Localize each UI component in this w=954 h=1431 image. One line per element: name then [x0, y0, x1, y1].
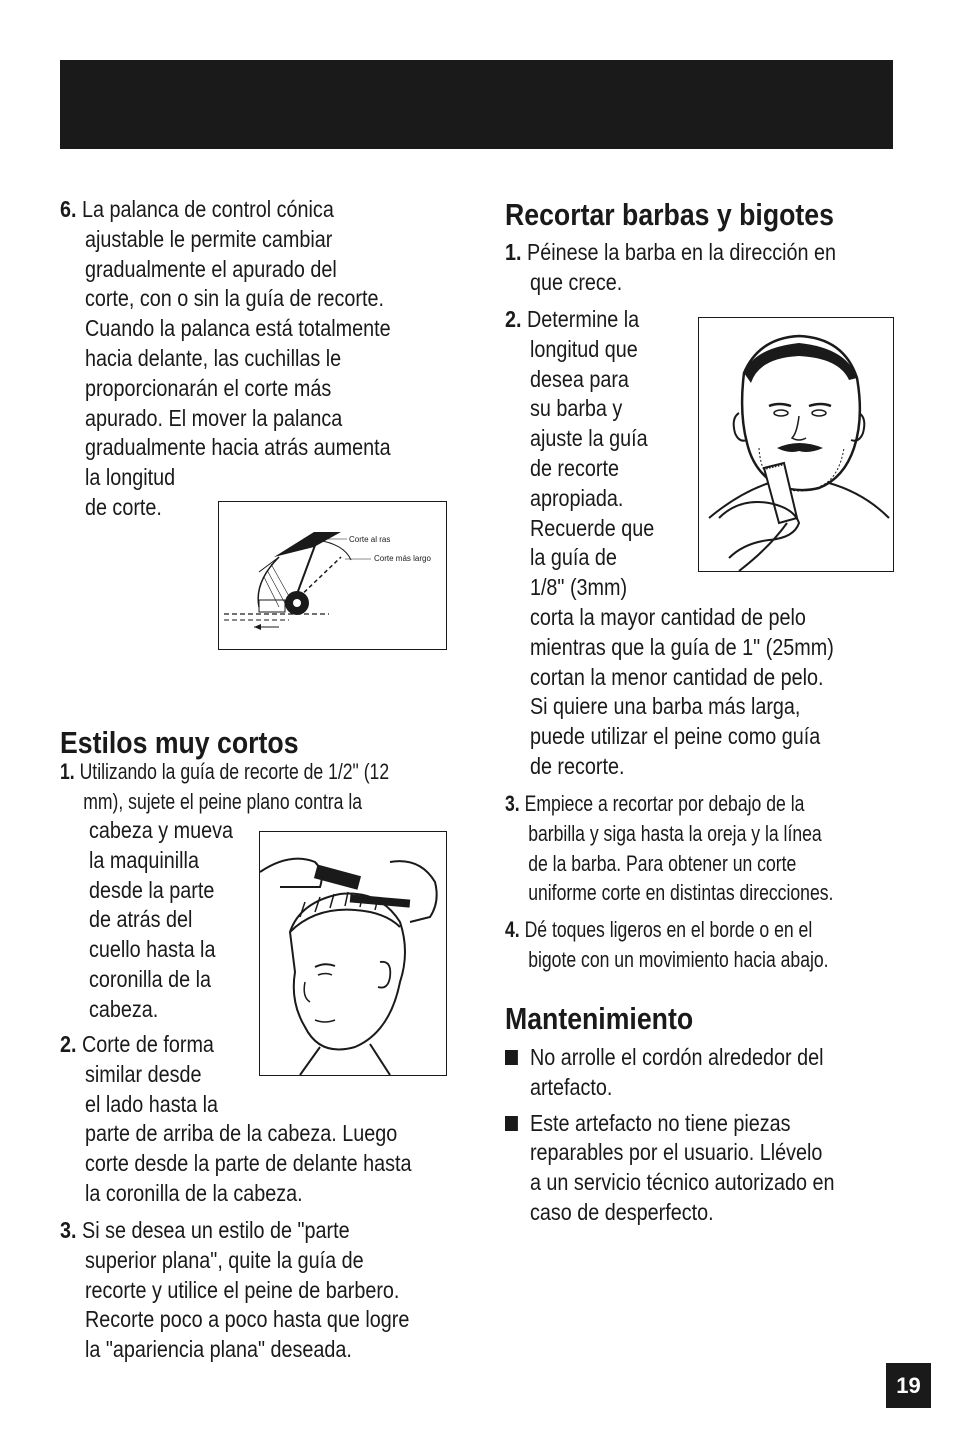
line: de corte. — [84, 493, 162, 520]
line: la maquinilla — [89, 846, 199, 873]
line: apurado. El mover la palanca — [84, 404, 343, 431]
line: a un servicio técnico autorizado en — [529, 1169, 835, 1196]
step-number: 1. — [505, 239, 522, 265]
line: corte desde la parte de delante hasta — [84, 1150, 412, 1177]
line: Dé toques ligeros en el borde o en el — [524, 917, 813, 942]
line: cortan la menor cantidad de pelo. — [529, 663, 824, 690]
line: caso de desperfecto. — [529, 1198, 714, 1225]
line: barbilla y siga hasta la oreja y la línea — [528, 820, 822, 846]
line: ajuste la guía — [529, 425, 648, 452]
arc-path — [317, 540, 351, 560]
short-step-1 — [60, 757, 452, 817]
eyebrows — [769, 404, 831, 406]
line: de la barba. Para obtener un corte — [528, 850, 797, 876]
right-eye — [812, 410, 826, 416]
beard-step-1 — [505, 238, 894, 298]
line: bigote con un movimiento hacia abajo. — [528, 946, 829, 972]
lever-diagram-svg — [219, 502, 446, 649]
maintenance-list — [505, 1043, 894, 1234]
left-hand — [260, 859, 322, 887]
beard-trim-illustration — [698, 317, 894, 572]
line: puede utilizar el peine como guía — [529, 723, 821, 750]
line: Corte de forma — [81, 1031, 214, 1057]
line: su barba y — [529, 395, 623, 422]
maintenance-bullet — [505, 1109, 894, 1228]
line: similar desde — [84, 1060, 202, 1087]
line: corta la mayor cantidad de pelo — [529, 603, 806, 630]
line: de atrás del — [89, 906, 193, 933]
header-bar — [60, 60, 893, 149]
lever-close-shape — [274, 532, 341, 557]
step-6-number: 6. — [60, 196, 77, 222]
line: Cuando la palanca está totalmente — [84, 315, 391, 342]
step-number: 2. — [60, 1031, 77, 1057]
blade-block — [259, 600, 285, 612]
heading-maintenance: Mantenimiento — [505, 1001, 694, 1036]
step-6 — [60, 195, 451, 523]
left-eye — [774, 410, 788, 416]
line: Péinese la barba en la dirección en — [526, 239, 836, 265]
line: Si se desea un estilo de "parte — [81, 1217, 350, 1243]
line: ajustable le permite cambiar — [84, 225, 333, 252]
mouth — [315, 1020, 335, 1022]
arrow-head — [254, 624, 261, 630]
line: coronilla de la — [89, 965, 212, 992]
line: proporcionarán el corte más — [84, 374, 332, 401]
line: mientras que la guía de 1" (25mm) — [529, 633, 834, 660]
line: uniforme corte en distintas direcciones. — [528, 880, 834, 906]
haircut-illustration — [259, 831, 447, 1076]
line: desea para — [529, 365, 629, 392]
line: la guía de — [529, 544, 617, 571]
line: Este artefacto no tiene piezas — [529, 1109, 791, 1136]
line: mm), sujete el peine plano contra la — [83, 788, 363, 814]
line: la longitud — [84, 464, 176, 491]
line: de recorte. — [529, 752, 625, 779]
line: No arrolle el cordón alrededor del — [529, 1044, 824, 1070]
line: recorte y utilice el peine de barbero. — [84, 1276, 400, 1303]
step-number: 4. — [505, 917, 520, 942]
lever-diagram — [218, 501, 447, 650]
line: que crece. — [529, 268, 623, 295]
bullet-square-icon — [505, 1116, 518, 1131]
label-long-cut: Corte más largo — [374, 554, 431, 563]
nose — [792, 416, 806, 440]
line: Utilizando la guía de recorte de 1/2" (12 — [79, 759, 390, 784]
comb — [350, 894, 410, 907]
label-close-cut: Corte al ras — [349, 535, 391, 544]
line: gradualmente el apurado del — [84, 255, 337, 282]
right-hand — [390, 861, 437, 922]
line: parte de arriba de la cabeza. Luego — [84, 1120, 398, 1147]
hatch — [264, 577, 279, 607]
eyebrow — [315, 964, 335, 967]
page-number: 19 — [886, 1363, 931, 1408]
shoulders — [709, 483, 889, 518]
line: Recorte poco a poco hasta que logre — [84, 1306, 410, 1333]
line: cabeza. — [89, 995, 159, 1022]
step-number: 3. — [505, 791, 520, 816]
line: superior plana", quite la guía de — [84, 1246, 364, 1273]
line: La palanca de control cónica — [81, 196, 334, 222]
line: Empiece a recortar por debajo de la — [524, 791, 805, 816]
beard-trim-svg — [699, 318, 893, 571]
line: la "apariencia plana" deseada. — [84, 1336, 352, 1363]
line: hacia delante, las cuchillas le — [84, 344, 342, 371]
nose — [304, 982, 310, 1002]
line: artefacto. — [529, 1073, 613, 1100]
step-number: 3. — [60, 1217, 77, 1243]
hairline — [290, 910, 400, 932]
bullet-square-icon — [505, 1050, 518, 1065]
line: cabeza y mueva — [89, 817, 234, 843]
short-step-3 — [60, 1216, 451, 1365]
head-outline — [290, 894, 405, 1050]
line: Recuerde que — [529, 514, 655, 541]
heading-short-styles: Estilos muy cortos — [60, 725, 299, 760]
eye — [318, 974, 332, 976]
beard-step-4 — [505, 915, 895, 975]
line: reparables por el usuario. Llévelo — [529, 1139, 823, 1166]
line: cuello hasta la — [89, 936, 216, 963]
line: desde la parte — [89, 876, 215, 903]
line: 1/8" (3mm) — [529, 574, 628, 601]
line: el lado hasta la — [84, 1090, 219, 1117]
step-number: 1. — [60, 759, 75, 784]
hand — [719, 502, 799, 558]
line: apropiada. — [529, 484, 624, 511]
step-number: 2. — [505, 306, 522, 332]
maintenance-bullet — [505, 1043, 894, 1103]
ear — [378, 962, 390, 988]
beard-step-3 — [505, 789, 895, 908]
lever-pivot-center — [293, 599, 301, 607]
line: longitud que — [529, 335, 638, 362]
line: de recorte — [529, 454, 620, 481]
mustache — [777, 443, 823, 452]
line: la coronilla de la cabeza. — [84, 1179, 303, 1206]
line: corte, con o sin la guía de recorte. — [84, 285, 385, 312]
line: Si quiere una barba más larga, — [529, 693, 801, 720]
line: Determine la — [526, 306, 640, 332]
line: gradualmente hacia atrás aumenta — [84, 434, 391, 461]
haircut-svg — [260, 832, 446, 1075]
heading-beards: Recortar barbas y bigotes — [505, 197, 834, 232]
